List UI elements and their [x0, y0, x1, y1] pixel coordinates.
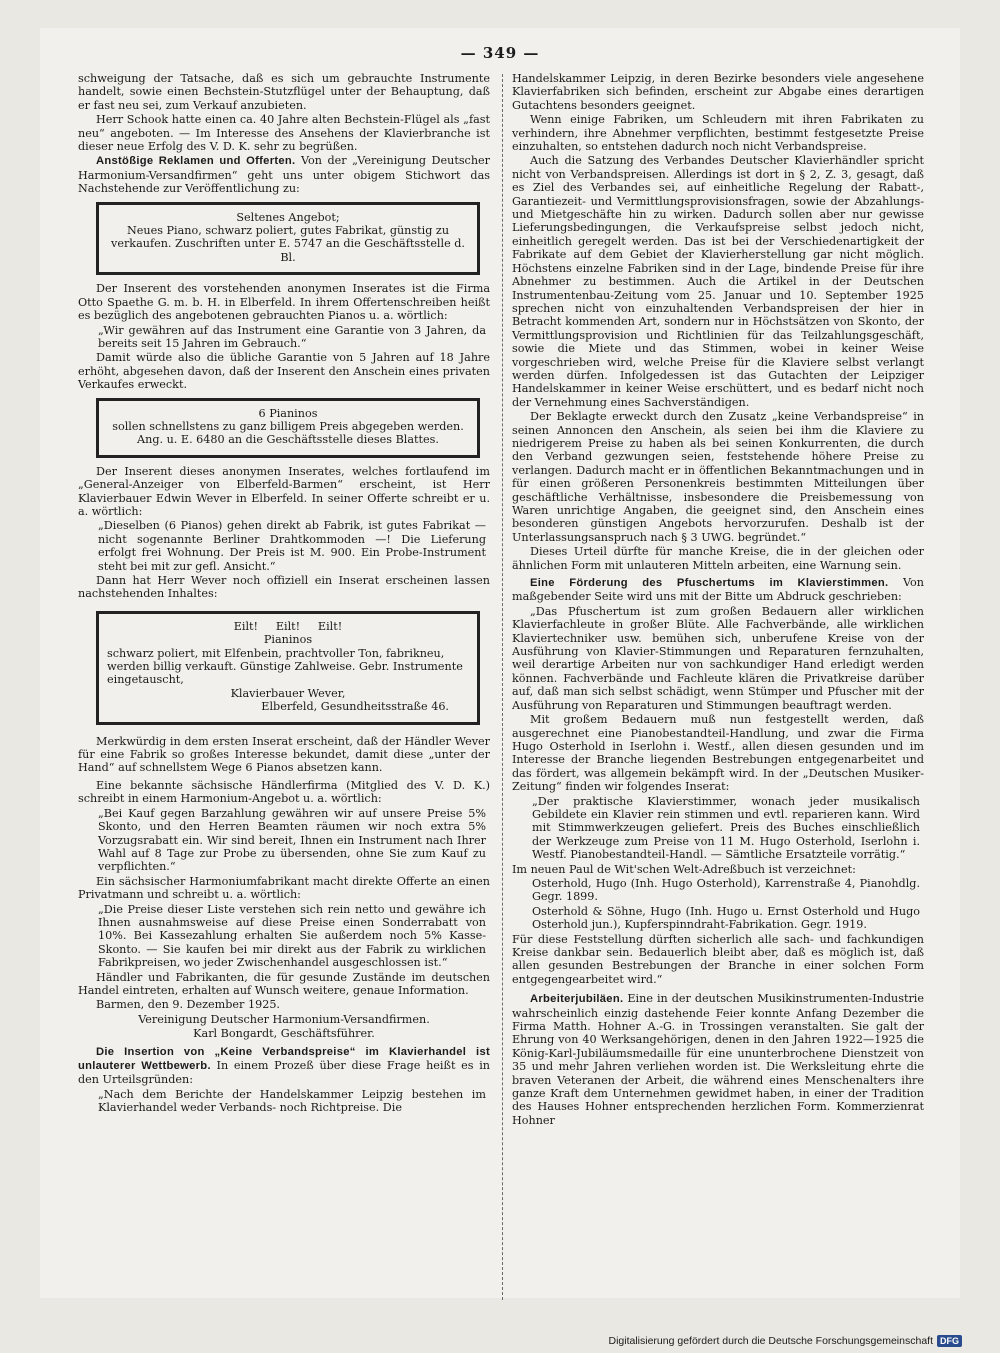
left-column [78, 72, 490, 1116]
paragraph: Im neuen Paul de Wit'schen Welt-Adreßbuch ist verzeichnet: [512, 862, 856, 876]
article-heading: Arbeiterjubiläen. [530, 993, 624, 1006]
directory-entry: Osterhold & Söhne, Hugo (Inh. Hugo u. Ernst Osterhold und Hugo Osterhold jun.), Kupferspinndraht-Fabrikation. Gegr. 1919. [532, 904, 920, 932]
dateline: Barmen, den 9. Dezember 1925. [96, 998, 280, 1012]
quote: „Bei Kauf gegen Barzahlung gewähren wir auf unsere Preise 5% Skonto, und den Herren Beamten räumen wir noch extra 5% Vorzugsrabatt ein. Wir sind bereit, Ihnen ein Instrument nach Ihrer Wahl auf 8 Tage zur Probe zu übersenden, ohne Sie zum Kauf zu verpflichten.“ [98, 806, 486, 874]
signature: Vereinigung Deutscher Harmonium-Versandfirmen. [138, 1012, 430, 1026]
quote: „Das Pfuschertum ist zum großen Bedauern aller wirklichen Klavierfachleute in großer Blüte. Alle Fachverbände, alle wirklichen Klaviertechniker usw. bemühen sich, unberufene Kreise von der Ausführung von Klavier-Stimmungen und Reparaturen fernzuhalten, weil derartige Arbeiten nur von sachkundiger Hand erledigt werden können. Fachverbände und Fachleute klären die Privatkreise darüber auf, daß man sich selbst schädigt, wenn Stümper und Pfuscher mit der Ausführung von Reparaturen und Stimmungen beauftragt werden. [512, 604, 924, 712]
paragraph: Der Beklagte erweckt durch den Zusatz „keine Verbandspreise“ in seinen Annoncen den Anschein, als seien bei ihm die Klaviere zu niedrigerem Preise zu haben als bei seinen Konkurrenten, die durch den Verband gezwungen seien, feststehende höhere Preise zu verlangen. Dadurch macht er in öffentlichen Bekanntmachungen und in für einen größeren Personenkreis bestimmten Mitteilungen über geschäftliche Verhältnisse, insbesondere die Preisbemessung von Waren unrichtige Angaben, die geeignet sind, den Anschein eines besonderen günstigen Angebots hervorzurufen. Deshalb ist der Unterlassungsanspruch nach § 3 UWG. begründet.“ [512, 410, 924, 544]
paragraph: Auch die Satzung des Verbandes Deutscher Klavierhändler spricht nicht von Verbandspreisen. Allerdings ist dort in § 2, Z. 3, gesagt, daß es Ziel des Verbandes sei, auf einheitliche Regelung der Rabatt-, Garantiezeit- und Vermittlungsprovisionsfragen, sowie der Abzahlungs- und Mietgeschäfte hin zu wirken. Dadurch sollen aber nur gewisse Lieferungsbedingungen, die Verkaufspreise selbst jedoch nicht, einheitlich geregelt werden. Das ist bei der Verschiedenartigkeit der Fabrikate auf dem Gebiet der Klavierherstellung gar nicht möglich. Höchstens einzelne Fabriken sind in der Lage, bindende Preise für ihre Abnehmer zu bestimmen. Auch die Artikel in der Deutschen Instrumentenbau-Zeitung vom 25. Januar und 10. September 1925 sprechen nicht von einzuhaltenden Verbandspreisen der hier in Betracht kommenden Art, sondern nur in Höchstsätzen von Skonto, der Vermittlungsprovision und Richtlinien für das Teilzahlungsgeschäft, sowie die Miete und das Stimmen, wobei in keiner Weise vorgeschrieben wird, welche Preise für die Klaviere selbst verlangt werden dürfen. Infolgedessen ist das Gutachten der Leipziger Handelskammer in keiner Weise erschüttert, und es bedarf nicht noch der Vernehmung eines Sachverständigen. [512, 154, 924, 409]
article-keine-verbandspreise: Die Insertion von „Keine Verbandspreise“ im Klavierhandel ist unlauterer Wettbewerb. In einem Prozeß über diese Frage heißt es in den Urteilsgründen: [78, 1045, 490, 1087]
paragraph: Damit würde also die übliche Garantie von 5 Jahren auf 18 Jahre erhöht, abgesehen davon, daß der Inserent den Anschein eines privaten Verkaufes erweckt. [78, 351, 490, 392]
advertisement-box [96, 398, 480, 458]
page-number: — 349 — [460, 44, 540, 62]
quote: „Dieselben (6 Pianos) gehen direkt ab Fabrik, ist gutes Fabrikat — nicht sogenannte Berliner Drahtkommoden —! Die Lieferung erfolgt frei Wohnung. Der Preis ist M. 900. Ein Probe-Instrument steht bei mit zur gefl. Ansicht.“ [98, 519, 486, 573]
paragraph: Für diese Feststellung dürften sicherlich alle sach- und fachkundigen Kreise dankbar sein. Bedauerlich bleibt aber, daß es möglich ist, daß allen gesunden Bestrebungen der Branche in einer solchen Form entgegengearbeitet wird.“ [512, 932, 924, 986]
paragraph: Der Inserent dieses anonymen Inserates, welches fortlaufend im „General-Anzeiger von Elberfeld-Barmen“ erscheint, ist Herr Klavierbauer Edwin Wever in Elberfeld. In seiner Offerte schreibt er u. a. wörtlich: [78, 464, 490, 518]
ad-title: Pianinos [263, 633, 313, 647]
advertisement-box [96, 611, 480, 725]
quote: „Die Preise dieser Liste verstehen sich rein netto und gewähre ich Ihnen ausnahmsweise auf diese Preise einen Sonderrabatt von 10%. Bei Kassezahlung erhalten Sie außerdem noch 5% Kasse-Skonto. — Sie kaufen bei mir direkt aus der Fabrik zu wirklichen Fabrikpreisen, wo jeder Zwischenhandel ausgeschlossen ist.“ [98, 902, 486, 970]
paragraph: Ein sächsischer Harmoniumfabrikant macht direkte Offerte an einen Privatmann und schreibt u. a. wörtlich: [78, 874, 490, 902]
ad-title: 6 Pianinos [258, 406, 318, 420]
ad-address: Elberfeld, Gesundheitsstraße 46. [261, 700, 449, 714]
paragraph: Händler und Fabrikanten, die für gesunde Zustände im deutschen Handel eintreten, erhalten auf Wunsch weitere, genaue Information. [78, 970, 490, 997]
ad-body: sollen schnellstens zu ganz billigem Preis abgegeben werden. Ang. u. E. 6480 an die Geschäftsstelle dieses Blattes. [112, 419, 464, 447]
right-column [512, 72, 924, 1128]
dfg-logo: DFG [937, 1335, 962, 1347]
ad-body: schwarz poliert, mit Elfenbein, prachtvoller Ton, fabrikneu, werden billig verkauft. Günstige Zahlweise. Gebr. Instrumente eingetauscht, [107, 646, 463, 687]
quote: „Nach dem Berichte der Handelskammer Leipzig bestehen im Klavierhandel weder Verbands- noch Richtpreise. Die [98, 1087, 486, 1115]
quote: „Der praktische Klavierstimmer, wonach jeder musikalisch Gebildete ein Klavier rein stimmen und evtl. reparieren kann. Wird mit Stimmwerkzeugen geliefert. Preis des Buches einschließlich der Werkzeuge zum Preise von 11 M. Hugo Osterhold, Iserlohn i. Westf. Pianobestandteil-Handl. — Sämtliche Ersatzteile vorrätig.“ [532, 794, 920, 862]
directory-entry: Osterhold, Hugo (Inh. Hugo Osterhold), Karrenstraße 4, Pianohdlg. Gegr. 1899. [532, 876, 920, 904]
newspaper-page [40, 28, 960, 1298]
article-pfuschertum: Eine Förderung des Pfuschertums im Klavierstimmen. Von maßgebender Seite wird uns mit der Bitte um Abdruck geschrieben: [512, 576, 924, 604]
paragraph: Der Inserent des vorstehenden anonymen Inserates ist die Firma Otto Spaethe G. m. b. H. in Elberfeld. In ihrem Offertenschreiben heißt es bezüglich des angebotenen gebrauchten Pianos u. a. wörtlich: [78, 282, 490, 323]
paragraph: Wenn einige Fabriken, um Schleudern mit ihren Fabrikaten zu verhindern, ihre Abnehmer verpflichten, bestimmt festgesetzte Preise einzuhalten, so entstehen dadurch noch nicht Verbandspreise. [512, 113, 924, 154]
advertisement-box [96, 202, 480, 276]
ad-signature: Klavierbauer Wever, [230, 686, 346, 700]
credit-text: Digitalisierung gefördert durch die Deutsche Forschungsgemeinschaft [608, 1335, 933, 1347]
ad-title: Seltenes Angebot; [236, 210, 340, 224]
quote: „Wir gewähren auf das Instrument eine Garantie von 3 Jahren, da bereits seit 15 Jahren im Gebrauch.“ [98, 323, 486, 350]
article-heading: Die Insertion von „Keine Verbandspreise“ im Klavierhandel ist unlauterer Wettbewerb. [78, 1045, 490, 1072]
paragraph: Dieses Urteil dürfte für manche Kreise, die in der gleichen oder ähnlichen Form mit unlauteren Mitteln arbeiten, eine Warnung sein. [512, 545, 924, 572]
article-arbeiterjubilaeen: Arbeiterjubiläen. Eine in der deutschen Musikinstrumenten-Industrie wahrscheinlich einzig dastehende Feier konnte Anfang Dezember die Firma Matth. Hohner A.-G. in Trossingen veranstalten. Sie galt der Ehrung von 40 Werksangehörigen, denen in den Jahren 1922—1925 die König-Karl-Jubiläumsmedaille für eine ununterbrochene Dienstzeit von 35 und mehr Jahren verliehen worden ist. Die Werksleitung ehrte die braven Veteranen der Arbeit, die während eines Menschenalters ihre ganze Kraft dem Unternehmen gewidmet haben, in einer der Tradition des Hauses Hohner entsprechenden herzlichen Form. Kommerzienrat Hohner [512, 992, 924, 1127]
quote: Mit großem Bedauern muß nun festgestellt werden, daß ausgerechnet eine Pianobestandteil-Handlung, und zwar die Firma Hugo Osterhold in Iserlohn i. Westf., allen diesen gesunden und im Interesse der Branche liegenden Bestrebungen entgegenarbeitet und das fördert, was allgemein bekämpft wird. In der „Deutschen Musiker-Zeitung“ finden wir folgendes Inserat: [512, 713, 924, 794]
article-anstoessige-reklamen: Anstößige Reklamen und Offerten. Von der „Vereinigung Deutscher Harmonium-Versandfirmen“ geht uns unter obigem Stichwort das Nachstehende zur Veröffentlichung zu: [78, 154, 490, 196]
paragraph: Handelskammer Leipzig, in deren Bezirke besonders viele angesehene Klavierfabriken sich befinden, erscheint zur Abgabe eines derartigen Gutachtens besonders geeignet. [512, 72, 924, 112]
paragraph: Dann hat Herr Wever noch offiziell ein Inserat erscheinen lassen nachstehenden Inhaltes: [78, 574, 490, 601]
ad-header: Eilt! Eilt! Eilt! [233, 619, 343, 633]
paragraph: schweigung der Tatsache, daß es sich um gebrauchte Instrumente handelt, sowie einen Bechstein-Stutzflügel unter der Behauptung, daß er fast neu sei, zum Verkauf anzubieten. [78, 72, 490, 112]
paragraph: Eine bekannte sächsische Händlerfirma (Mitglied des V. D. K.) schreibt in einem Harmonium-Angebot u. a. wörtlich: [78, 778, 490, 806]
article-heading: Anstößige Reklamen und Offerten. [96, 155, 296, 168]
ad-body: Neues Piano, schwarz poliert, gutes Fabrikat, günstig zu verkaufen. Zuschriften unter E. 5747 an die Geschäftsstelle d. Bl. [111, 224, 465, 264]
paragraph: Merkwürdig in dem ersten Inserat erscheint, daß der Händler Wever für eine Fabrik so großes Interesse bekundet, damit diese „unter der Hand“ auf schnellstem Wege 6 Pianos absetzen kann. [78, 734, 490, 775]
digitization-credit [608, 1335, 962, 1347]
signature: Karl Bongardt, Geschäftsführer. [193, 1027, 375, 1041]
article-heading: Eine Förderung des Pfuschertums im Klavierstimmen. [530, 577, 889, 590]
paragraph: Herr Schook hatte einen ca. 40 Jahre alten Bechstein-Flügel als „fast neu“ angeboten. — Im Interesse des Ansehens der Klavierbranche ist dieser neue Erfolg des V. D. K. sehr zu begrüßen. [78, 113, 490, 154]
column-divider [502, 74, 504, 1300]
